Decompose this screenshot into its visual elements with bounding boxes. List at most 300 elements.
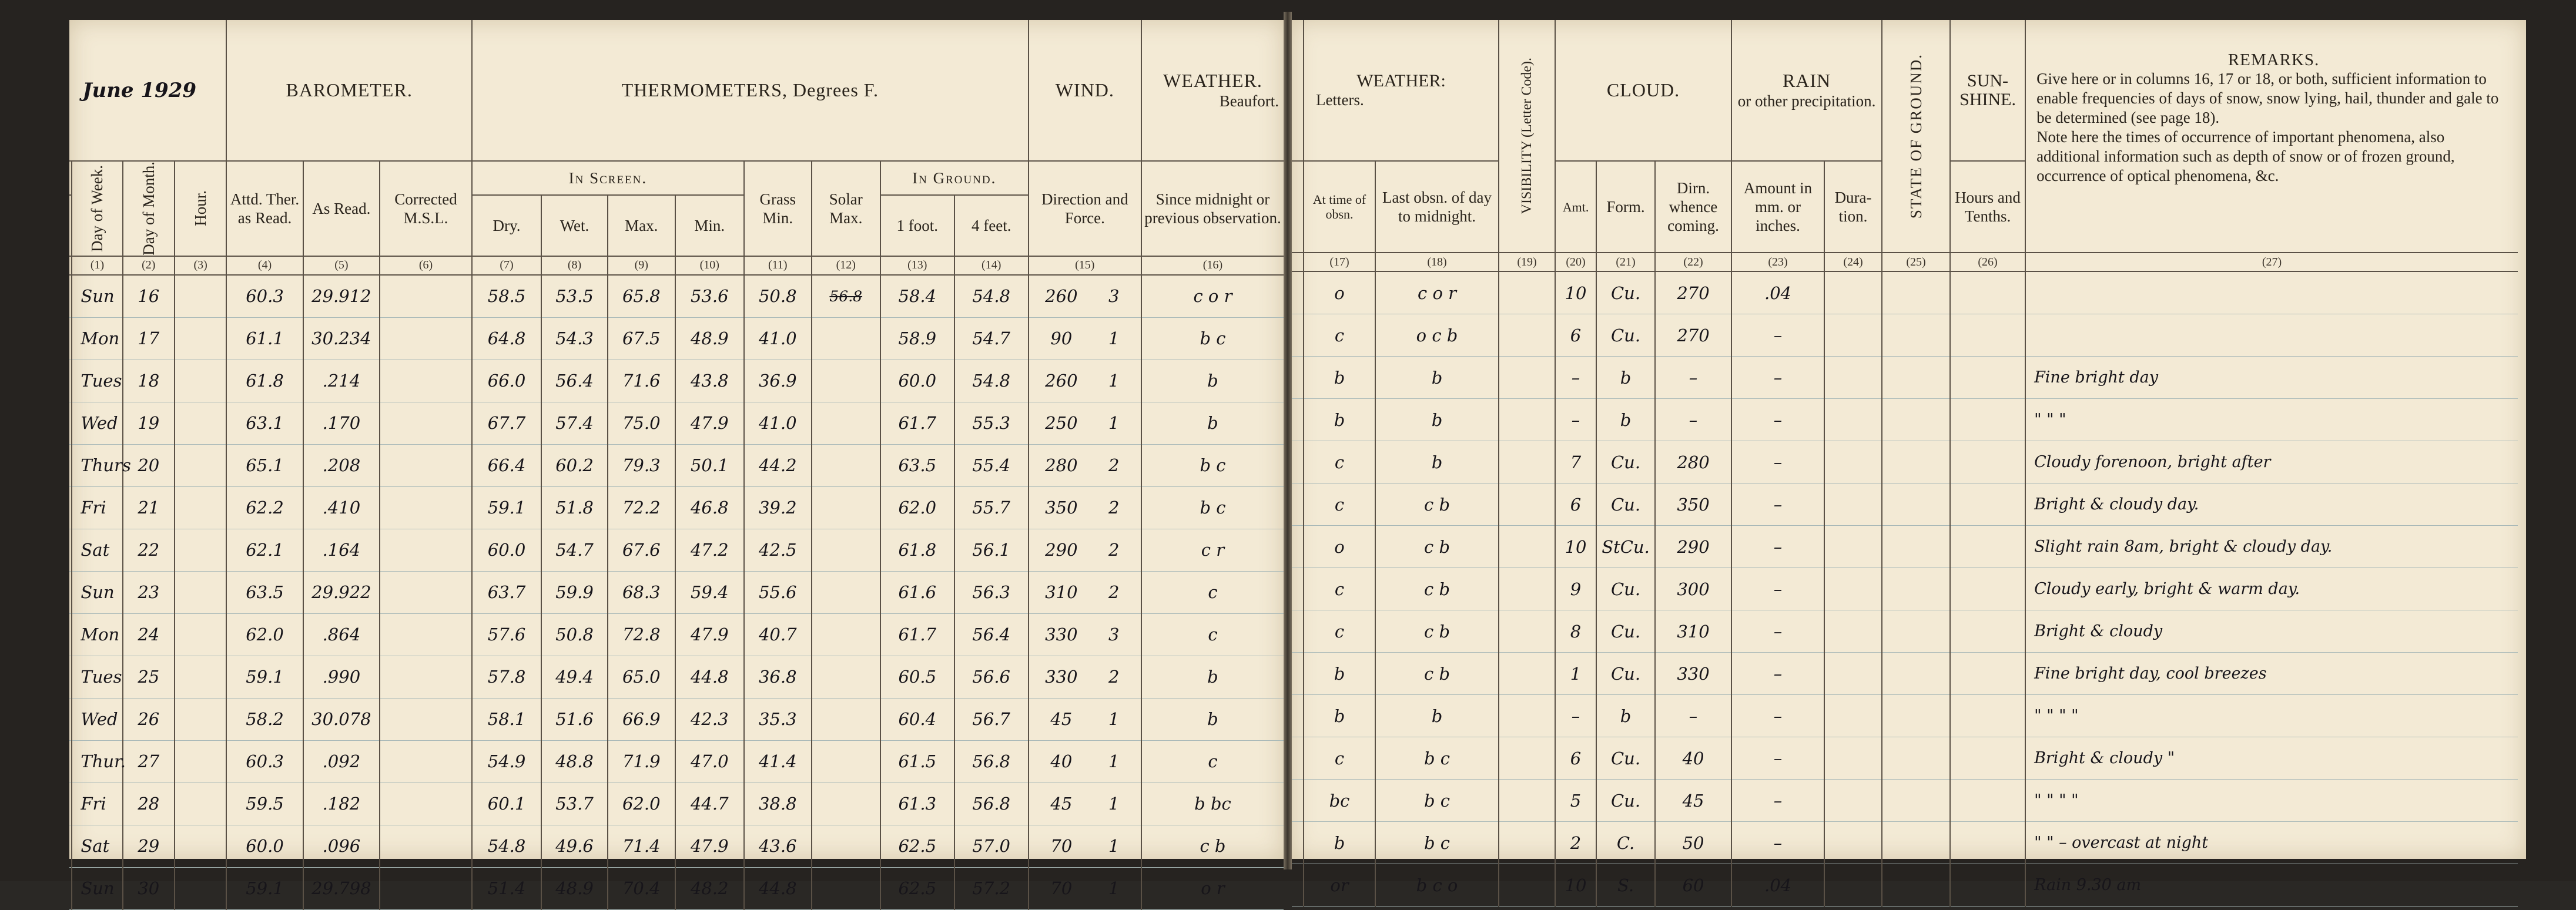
wind-direction-force-cell xyxy=(1029,360,1141,402)
wind-direction-force-cell xyxy=(1029,317,1141,360)
rain-amount-cell xyxy=(1731,399,1824,441)
ground-1-foot-cell xyxy=(880,825,954,867)
solar-max-cell xyxy=(812,360,880,402)
cloud-amount: 8 xyxy=(1570,621,1582,642)
weather-letters: c o r xyxy=(1193,286,1232,307)
remarks-instructions-2: Note here the times of occurrence of important phenomena, also additional information such as depth of snow or of frozen ground, occurrence of optical phenomena, &c. xyxy=(2036,128,2455,184)
day-of-week: Fri xyxy=(81,794,106,814)
day-of-month: 30 xyxy=(138,878,160,899)
table-row xyxy=(1292,399,2518,441)
col-as-read: As Read. xyxy=(312,199,371,217)
col-rain-duration: Dura-tion. xyxy=(1834,189,1872,225)
weather-last-obsn-cell xyxy=(1375,653,1499,695)
barometer-header: BAROMETER. xyxy=(286,79,413,100)
weather-at-obsn-cell xyxy=(1304,610,1375,653)
grass-min-cell xyxy=(744,740,812,783)
grass-min: 39.2 xyxy=(758,498,797,518)
ground-1-foot: 60.5 xyxy=(898,667,937,687)
cloud-form-cell xyxy=(1596,653,1655,695)
wind-force: 1 xyxy=(1108,794,1120,814)
col-hour: Hour. xyxy=(192,190,210,227)
col-last-obsn: Last obsn. of day to midnight. xyxy=(1382,189,1492,225)
weather-at-obsn-cell xyxy=(1304,314,1375,357)
weather-letters-cell xyxy=(1141,698,1284,740)
ground-4-feet: 56.8 xyxy=(972,751,1010,772)
column-number: (21) xyxy=(1596,253,1655,271)
grass-min-cell xyxy=(744,360,812,402)
grass-min-cell xyxy=(744,698,812,740)
wet-temp: 53.7 xyxy=(555,794,594,814)
rain-duration-cell xyxy=(1824,822,1882,864)
rain-amount: – xyxy=(1773,409,1783,430)
weather-last-obsn-cell xyxy=(1375,314,1499,357)
row-margin xyxy=(1292,441,1304,483)
grass-min-cell xyxy=(744,444,812,486)
ground-1-foot: 58.9 xyxy=(898,328,937,349)
day-of-week: Fri xyxy=(81,498,106,518)
weather-letters-cell xyxy=(1141,275,1284,318)
col-state-of-ground: STATE OF GROUND. xyxy=(1907,53,1925,219)
min-temp: 42.3 xyxy=(690,709,729,730)
day-of-month: 27 xyxy=(138,751,160,772)
grass-min: 41.0 xyxy=(758,413,797,434)
visibility-cell xyxy=(1499,822,1555,864)
solar-max-cell xyxy=(812,656,880,698)
day-of-week: Sat xyxy=(81,540,110,560)
weather-last-obsn-cell xyxy=(1375,441,1499,483)
table-row xyxy=(69,656,1284,698)
min-temp: 47.2 xyxy=(690,540,729,560)
weather-letters: c b xyxy=(1200,836,1226,857)
day-of-month-cell xyxy=(123,740,175,783)
ground-1-foot-cell xyxy=(880,867,954,909)
max-temp: 62.0 xyxy=(622,794,661,814)
max-temp: 68.3 xyxy=(622,582,661,603)
dry-temp: 57.8 xyxy=(487,667,526,687)
ground-1-foot: 61.6 xyxy=(898,582,937,603)
day-of-month: 28 xyxy=(138,794,160,814)
ground-1-foot-cell xyxy=(880,275,954,318)
dry-temp: 66.4 xyxy=(487,455,526,476)
attd-ther-value: 61.8 xyxy=(246,371,284,391)
grass-min-cell xyxy=(744,486,812,529)
cloud-form: Cu. xyxy=(1610,494,1641,515)
max-temp-cell xyxy=(608,486,675,529)
wet-temp: 56.4 xyxy=(555,371,594,391)
wind-force: 3 xyxy=(1108,624,1120,645)
cloud-direction-cell xyxy=(1655,653,1731,695)
column-number: (12) xyxy=(812,256,880,275)
rain-duration-cell xyxy=(1824,780,1882,822)
wet-temp-cell xyxy=(541,613,608,656)
max-temp: 72.2 xyxy=(622,498,661,518)
wind-direction: 90 xyxy=(1050,328,1073,349)
wet-temp: 48.8 xyxy=(555,751,594,772)
day-of-week-cell xyxy=(72,656,122,698)
ground-4-feet: 55.4 xyxy=(972,455,1010,476)
cloud-form-cell xyxy=(1596,864,1655,906)
hour-cell xyxy=(175,571,226,613)
cloud-form-cell xyxy=(1596,483,1655,526)
state-of-ground-cell xyxy=(1882,441,1950,483)
wind-force: 2 xyxy=(1108,498,1120,518)
table-row xyxy=(69,740,1284,783)
ground-4-feet: 54.7 xyxy=(972,328,1010,349)
grass-min-cell xyxy=(744,867,812,909)
grass-min: 43.6 xyxy=(758,836,797,857)
wind-header: WIND. xyxy=(1055,79,1114,100)
max-temp: 71.9 xyxy=(622,751,661,772)
dry-temp: 60.1 xyxy=(487,794,526,814)
remarks-text: Bright & cloudy xyxy=(2034,622,2163,640)
ground-4-feet-cell xyxy=(954,867,1029,909)
wind-force: 2 xyxy=(1108,582,1120,603)
attd-ther-value: 58.2 xyxy=(246,709,284,730)
cloud-amount-cell xyxy=(1555,653,1596,695)
wind-force: 2 xyxy=(1108,540,1120,560)
grass-min: 44.2 xyxy=(758,455,797,476)
table-row xyxy=(1292,271,2518,314)
table-row xyxy=(69,698,1284,740)
solar-max-cell xyxy=(812,571,880,613)
weather-at-obsn-cell xyxy=(1304,780,1375,822)
column-number: (1) xyxy=(72,256,122,275)
ground-4-feet: 57.2 xyxy=(972,878,1010,899)
ground-4-feet-cell xyxy=(954,486,1029,529)
wind-direction-force-cell xyxy=(1029,529,1141,571)
rain-duration-cell xyxy=(1824,271,1882,314)
wet-temp: 48.9 xyxy=(555,878,594,899)
cloud-form: Cu. xyxy=(1610,452,1641,472)
remarks-text: Bright & cloudy " xyxy=(2034,749,2175,767)
weather-at-obsn-cell xyxy=(1304,737,1375,780)
wind-force: 1 xyxy=(1108,836,1120,857)
min-temp: 47.9 xyxy=(690,413,729,434)
cloud-form: C. xyxy=(1616,832,1635,853)
attd-ther-value: 60.3 xyxy=(246,286,284,307)
ground-1-foot: 62.0 xyxy=(898,498,937,518)
table-row xyxy=(1292,653,2518,695)
barometer-corrected-cell xyxy=(380,740,472,783)
day-of-month: 21 xyxy=(138,498,160,518)
rain-amount-cell xyxy=(1731,357,1824,399)
month-year: June 1929 xyxy=(82,78,197,102)
remarks-text-cell xyxy=(2025,864,2518,906)
cloud-header: CLOUD. xyxy=(1606,79,1680,100)
day-of-month-cell xyxy=(123,656,175,698)
cloud-direction: 45 xyxy=(1682,790,1704,811)
ground-1-foot: 61.3 xyxy=(898,794,937,814)
attd-ther-value-cell xyxy=(226,656,303,698)
ground-4-feet-cell xyxy=(954,317,1029,360)
hour-cell xyxy=(175,529,226,571)
min-temp: 47.9 xyxy=(690,836,729,857)
rain-amount-cell xyxy=(1731,695,1824,737)
weather-letters: b c xyxy=(1200,328,1226,349)
row-margin xyxy=(1292,483,1304,526)
wind-direction-force-cell xyxy=(1029,613,1141,656)
wet-temp-cell xyxy=(541,698,608,740)
wet-temp: 49.6 xyxy=(555,836,594,857)
wet-temp: 51.6 xyxy=(555,709,594,730)
barometer-corrected-cell xyxy=(380,360,472,402)
dry-temp-cell xyxy=(472,402,541,444)
ground-1-foot: 61.7 xyxy=(898,624,937,645)
ground-4-feet-cell xyxy=(954,444,1029,486)
wet-temp-cell xyxy=(541,317,608,360)
cloud-direction: – xyxy=(1689,367,1698,388)
ground-1-foot: 62.5 xyxy=(898,878,937,899)
remarks-header: REMARKS. xyxy=(2227,51,2320,69)
row-margin xyxy=(1292,610,1304,653)
dry-temp-cell xyxy=(472,783,541,825)
ground-4-feet-cell xyxy=(954,783,1029,825)
ground-1-foot-cell xyxy=(880,783,954,825)
min-temp: 47.0 xyxy=(690,751,729,772)
weather-at-obsn: bc xyxy=(1329,790,1350,811)
right-ledger-table xyxy=(1292,20,2518,906)
max-temp: 67.6 xyxy=(622,540,661,560)
max-temp: 71.6 xyxy=(622,371,661,391)
rain-duration-cell xyxy=(1824,864,1882,906)
weather-at-obsn-cell xyxy=(1304,526,1375,568)
row-margin xyxy=(1292,822,1304,864)
cloud-amount: 10 xyxy=(1565,875,1587,895)
cloud-direction-cell xyxy=(1655,441,1731,483)
rain-amount: .04 xyxy=(1764,875,1792,895)
barometer-corrected-cell xyxy=(380,275,472,318)
remarks-text-cell xyxy=(2025,526,2518,568)
ground-4-feet-cell xyxy=(954,740,1029,783)
cloud-form: b xyxy=(1620,409,1632,430)
grass-min: 44.8 xyxy=(758,878,797,899)
row-margin xyxy=(1292,653,1304,695)
state-of-ground-cell xyxy=(1882,653,1950,695)
max-temp: 72.8 xyxy=(622,624,661,645)
remarks-text: " " " " xyxy=(2034,707,2079,725)
cloud-form: b xyxy=(1620,367,1632,388)
attd-ther-value-cell xyxy=(226,486,303,529)
day-of-month-cell xyxy=(123,275,175,318)
state-of-ground-cell xyxy=(1882,737,1950,780)
grass-min: 41.0 xyxy=(758,328,797,349)
rain-amount: – xyxy=(1773,663,1783,684)
ground-4-feet: 54.8 xyxy=(972,371,1010,391)
wind-direction-force-cell xyxy=(1029,783,1141,825)
ground-1-foot-cell xyxy=(880,486,954,529)
day-of-month: 23 xyxy=(138,582,160,603)
wind-direction-force-cell xyxy=(1029,444,1141,486)
rain-amount: – xyxy=(1773,367,1783,388)
cloud-amount: 6 xyxy=(1570,494,1582,515)
remarks-text: Fine bright day xyxy=(2034,368,2158,387)
table-row xyxy=(69,867,1284,909)
rain-amount-cell xyxy=(1731,314,1824,357)
cloud-amount-cell xyxy=(1555,780,1596,822)
row-margin xyxy=(1292,357,1304,399)
hour-cell xyxy=(175,317,226,360)
grass-min: 38.8 xyxy=(758,794,797,814)
min-temp: 44.7 xyxy=(690,794,729,814)
solar-max-cell xyxy=(812,740,880,783)
cloud-amount: 10 xyxy=(1565,283,1587,303)
dry-temp: 57.6 xyxy=(487,624,526,645)
cloud-direction-cell xyxy=(1655,399,1731,441)
table-row xyxy=(69,529,1284,571)
col-rain-amount: Amount in mm. or inches. xyxy=(1743,179,1813,234)
rain-duration-cell xyxy=(1824,737,1882,780)
solar-max-cell xyxy=(812,486,880,529)
min-temp: 47.9 xyxy=(690,624,729,645)
ground-1-foot: 61.8 xyxy=(898,540,937,560)
attd-ther-value-cell xyxy=(226,613,303,656)
weather-last-obsn-cell xyxy=(1375,864,1499,906)
sunshine-hours-cell xyxy=(1950,568,2025,610)
weather-last-obsn-cell xyxy=(1375,737,1499,780)
wet-temp: 51.8 xyxy=(555,498,594,518)
ground-1-foot-cell xyxy=(880,571,954,613)
table-row xyxy=(69,317,1284,360)
in-ground-header: In Ground. xyxy=(912,169,997,187)
table-row xyxy=(1292,780,2518,822)
weather-at-obsn-cell xyxy=(1304,483,1375,526)
column-number: (2) xyxy=(123,256,175,275)
day-of-month-cell xyxy=(123,867,175,909)
hour-cell xyxy=(175,402,226,444)
dry-temp: 59.1 xyxy=(487,498,526,518)
row-margin xyxy=(1292,780,1304,822)
remarks-text: " " " xyxy=(2034,411,2066,429)
grass-min-cell xyxy=(744,317,812,360)
day-of-week-cell xyxy=(72,529,122,571)
barometer-as-read-cell xyxy=(303,444,380,486)
wind-force: 1 xyxy=(1108,878,1120,899)
dry-temp-cell xyxy=(472,613,541,656)
row-margin xyxy=(1292,695,1304,737)
barometer-as-read: 30.234 xyxy=(311,328,371,349)
rain-amount: – xyxy=(1773,832,1783,853)
cloud-direction: 330 xyxy=(1677,663,1710,684)
max-temp: 66.9 xyxy=(622,709,661,730)
weather-letters: c xyxy=(1208,751,1218,772)
min-temp-cell xyxy=(675,529,744,571)
cloud-form: S. xyxy=(1617,875,1634,895)
weather-letters-cell xyxy=(1141,360,1284,402)
weather-at-obsn: c xyxy=(1334,494,1345,515)
ground-1-foot-cell xyxy=(880,402,954,444)
row-margin xyxy=(1292,314,1304,357)
weather-last-obsn-cell xyxy=(1375,780,1499,822)
weather-letters: b xyxy=(1207,413,1218,434)
day-of-month-cell xyxy=(123,317,175,360)
weather-at-obsn: b xyxy=(1334,409,1345,430)
weather-letters-sub: Letters. xyxy=(1316,90,1364,109)
table-row xyxy=(1292,822,2518,864)
grass-min: 55.6 xyxy=(758,582,797,603)
barometer-as-read: 30.078 xyxy=(311,709,371,730)
wet-temp-cell xyxy=(541,867,608,909)
weather-last-obsn: c b xyxy=(1423,494,1451,515)
barometer-corrected-cell xyxy=(380,402,472,444)
state-of-ground-cell xyxy=(1882,864,1950,906)
attd-ther-value: 62.2 xyxy=(246,498,284,518)
max-temp-cell xyxy=(608,825,675,867)
cloud-form: Cu. xyxy=(1610,790,1641,811)
col-max: Max. xyxy=(625,216,658,234)
remarks-text-cell xyxy=(2025,695,2518,737)
cloud-direction-cell xyxy=(1655,610,1731,653)
rain-header: RAIN xyxy=(1782,70,1831,91)
column-number: (22) xyxy=(1655,253,1731,271)
table-row xyxy=(1292,441,2518,483)
barometer-as-read-cell xyxy=(303,867,380,909)
weather-letters-cell xyxy=(1141,402,1284,444)
grass-min: 50.8 xyxy=(758,286,797,307)
grass-min-cell xyxy=(744,571,812,613)
solar-max: 56.8 xyxy=(829,287,863,305)
cloud-form: StCu. xyxy=(1602,536,1650,557)
grass-min: 35.3 xyxy=(758,709,797,730)
weather-last-obsn: b xyxy=(1431,409,1443,430)
col-cloud-form: Form. xyxy=(1606,198,1645,216)
table-row xyxy=(1292,314,2518,357)
cloud-amount: 6 xyxy=(1570,325,1582,345)
row-margin xyxy=(1292,271,1304,314)
remarks-text-cell xyxy=(2025,441,2518,483)
weather-last-obsn: c o r xyxy=(1418,283,1457,303)
remarks-text: " " " " xyxy=(2034,791,2079,810)
visibility-cell xyxy=(1499,653,1555,695)
cloud-form-cell xyxy=(1596,780,1655,822)
weather-last-obsn-cell xyxy=(1375,399,1499,441)
min-temp-cell xyxy=(675,360,744,402)
barometer-as-read: 29.912 xyxy=(311,286,371,307)
solar-max-cell xyxy=(812,275,880,318)
cloud-amount-cell xyxy=(1555,314,1596,357)
sunshine-hours-cell xyxy=(1950,526,2025,568)
wind-force: 1 xyxy=(1108,371,1120,391)
state-of-ground-cell xyxy=(1882,822,1950,864)
sunshine-hours-cell xyxy=(1950,610,2025,653)
wind-force: 2 xyxy=(1108,667,1120,687)
barometer-as-read-cell xyxy=(303,275,380,318)
table-row xyxy=(1292,526,2518,568)
attd-ther-value-cell xyxy=(226,317,303,360)
state-of-ground-cell xyxy=(1882,780,1950,822)
weather-last-obsn-cell xyxy=(1375,526,1499,568)
ground-1-foot-cell xyxy=(880,444,954,486)
min-temp-cell xyxy=(675,444,744,486)
attd-ther-value-cell xyxy=(226,783,303,825)
visibility-cell xyxy=(1499,271,1555,314)
barometer-corrected-cell xyxy=(380,867,472,909)
wind-direction: 45 xyxy=(1050,794,1073,814)
dry-temp-cell xyxy=(472,867,541,909)
wind-direction-force-cell xyxy=(1029,740,1141,783)
cloud-direction: – xyxy=(1689,706,1698,726)
dry-temp: 54.8 xyxy=(487,836,526,857)
column-number: (6) xyxy=(380,256,472,275)
dry-temp-cell xyxy=(472,571,541,613)
wet-temp: 57.4 xyxy=(555,413,594,434)
rain-duration-cell xyxy=(1824,610,1882,653)
table-row xyxy=(69,571,1284,613)
cloud-direction: 40 xyxy=(1682,748,1704,768)
attd-ther-value: 60.3 xyxy=(246,751,284,772)
barometer-corrected-cell xyxy=(380,317,472,360)
day-of-week: Mon xyxy=(81,328,120,349)
col-grass-min: Grass Min. xyxy=(759,190,796,227)
